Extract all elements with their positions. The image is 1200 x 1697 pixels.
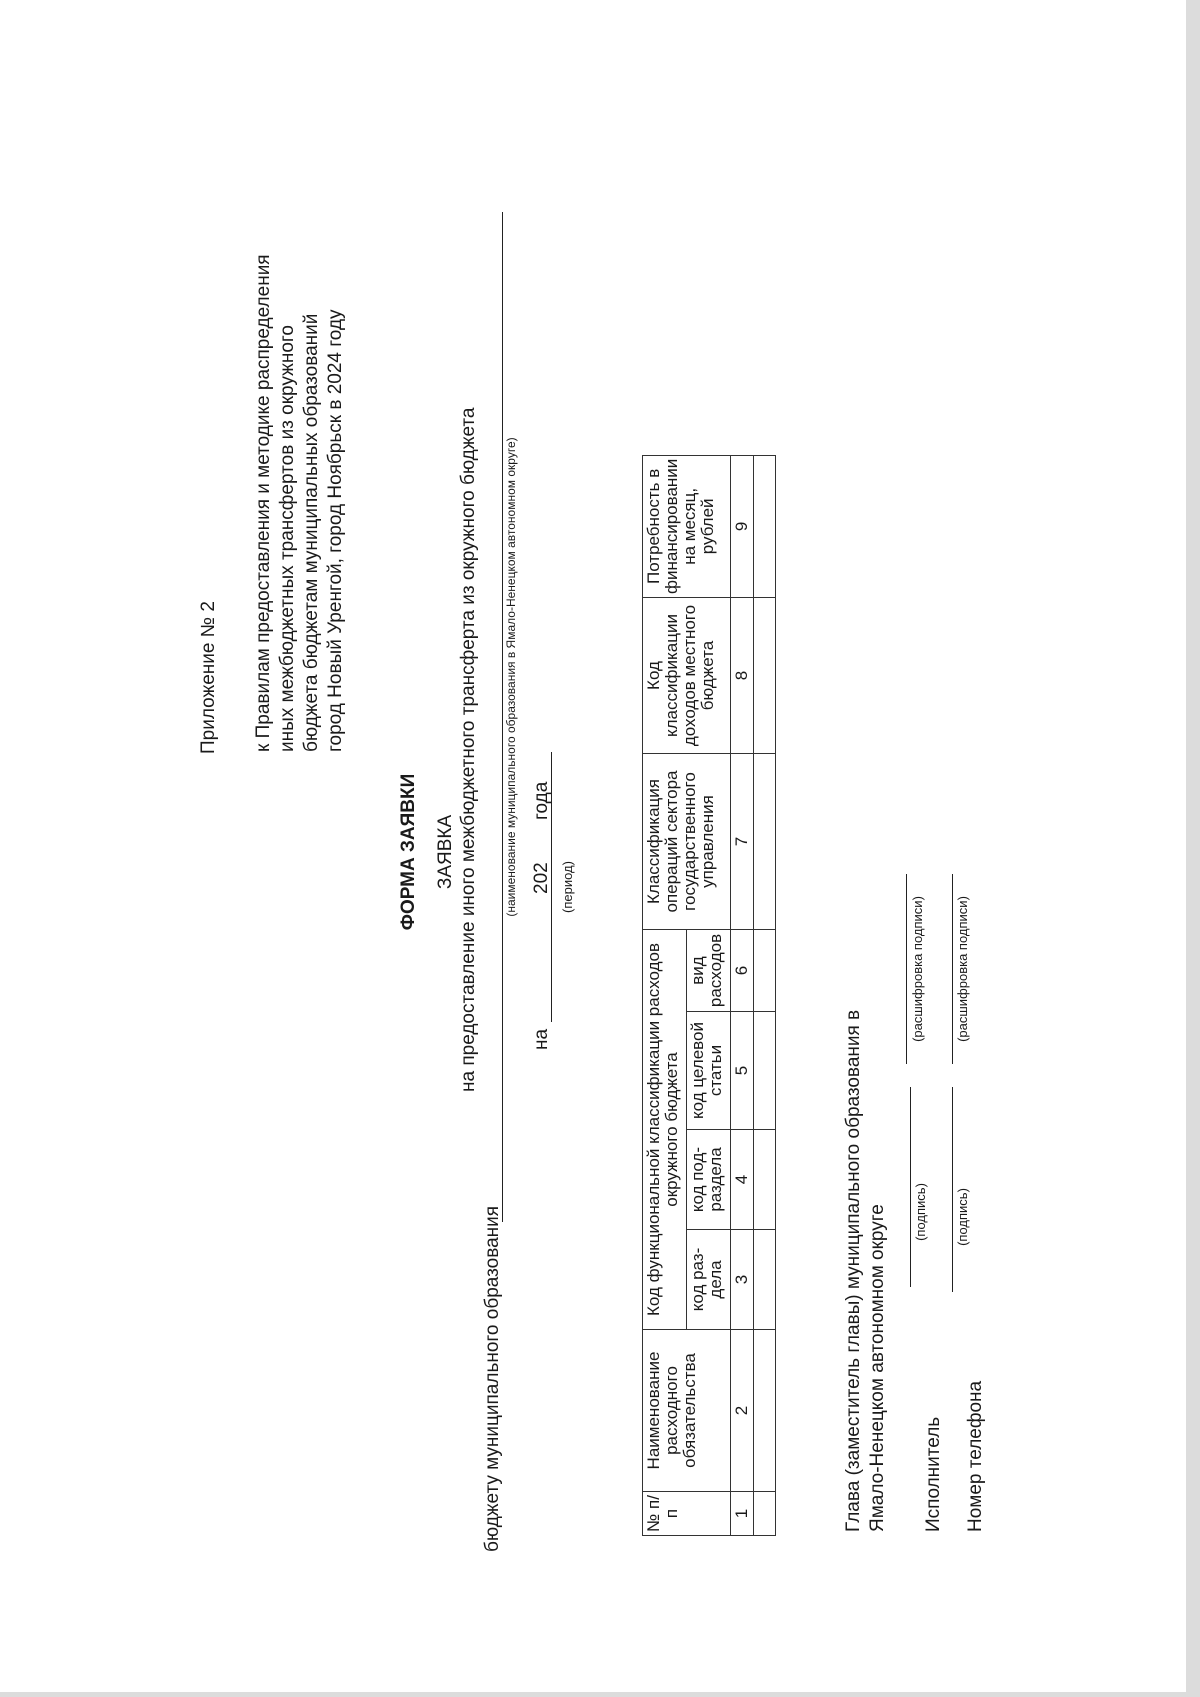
period-prefix: на bbox=[531, 1028, 552, 1050]
request-table bbox=[642, 455, 776, 1536]
municipality-name-line bbox=[502, 212, 503, 1222]
request-title: ЗАЯВКА bbox=[435, 814, 456, 890]
column-number: 5 bbox=[731, 1012, 754, 1130]
executor-decoding-caption: (расшифровка подписи) bbox=[955, 896, 970, 1042]
header-name: Наименование расходного обязательства bbox=[643, 1330, 731, 1492]
column-number: 8 bbox=[731, 598, 754, 754]
header-section: код раз-дела bbox=[687, 1230, 731, 1330]
column-number: 6 bbox=[731, 930, 754, 1012]
column-number: 4 bbox=[731, 1130, 754, 1230]
header-subsection: код под-раздела bbox=[687, 1130, 731, 1230]
column-number: 1 bbox=[731, 1492, 754, 1536]
column-number: 7 bbox=[731, 754, 754, 930]
header-function-code: Код функциональной классификации расходов окружного бюджета bbox=[643, 930, 687, 1330]
head-decoding-caption: (расшифровка подписи) bbox=[910, 896, 925, 1042]
header-operations: Классификация операций сектора государственного управления bbox=[643, 754, 731, 930]
header-expense-type: вид расходов bbox=[687, 930, 731, 1012]
form-title: ФОРМА ЗАЯВКИ bbox=[398, 773, 419, 931]
executor-label: Исполнитель bbox=[923, 1416, 944, 1532]
municipality-name-caption: (наименование муниципального образования в Ямало-Ненецком автономном округе) bbox=[504, 437, 518, 917]
table-row bbox=[754, 455, 776, 1535]
head-decoding-line bbox=[906, 874, 907, 1064]
header-num: № п/п bbox=[643, 1492, 731, 1536]
executor-signature-caption: (подпись) bbox=[955, 1188, 970, 1246]
header-need: Потребность в финансировании на месяц, рублей bbox=[643, 455, 731, 597]
period-suffix: года bbox=[531, 781, 552, 820]
head-signatory-label: Глава (заместитель главы) муниципального образования в Ямало-Ненецком автономном округе bbox=[843, 1009, 888, 1532]
column-number: 9 bbox=[731, 455, 754, 597]
header-income-code: Код классификации доходов местного бюджета bbox=[643, 598, 731, 754]
column-number: 2 bbox=[731, 1330, 754, 1492]
column-number: 3 bbox=[731, 1230, 754, 1330]
budget-label: бюджету муниципального образования bbox=[482, 1205, 503, 1552]
executor-decoding-line bbox=[952, 874, 953, 1064]
head-signature-line bbox=[910, 1087, 911, 1287]
request-subtitle: на предоставление иного межбюджетного трансферта из окружного бюджета bbox=[458, 407, 479, 1092]
header-target: код целевой статьи bbox=[687, 1012, 731, 1130]
period-year: 202 bbox=[531, 862, 552, 894]
appendix-text: к Правилам предоставления и методике распределения иных межбюджетных трансфертов из окружного бюджета бюджетам муниципальных образований город Новый Уренгой, город Ноябрьск в 2024 году bbox=[253, 254, 346, 752]
period-line bbox=[551, 752, 552, 1022]
executor-signature-line bbox=[952, 1087, 953, 1292]
period-caption: (период) bbox=[560, 861, 575, 913]
phone-label: Номер телефона bbox=[965, 1380, 986, 1532]
head-signature-caption: (подпись) bbox=[913, 1183, 928, 1241]
appendix-title: Приложение № 2 bbox=[198, 601, 219, 754]
